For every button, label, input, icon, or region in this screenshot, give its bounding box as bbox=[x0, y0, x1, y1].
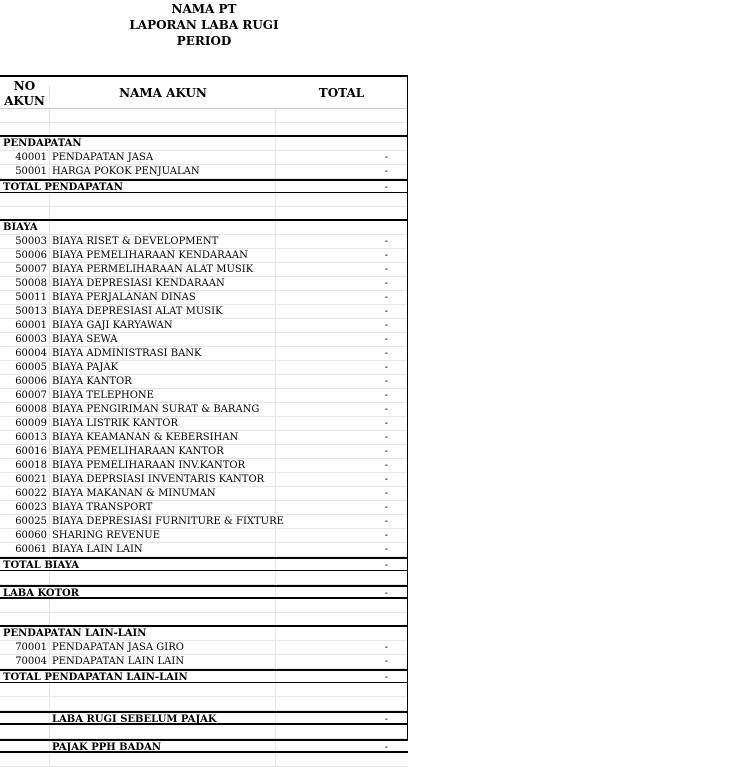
account-total: - bbox=[384, 404, 388, 415]
account-total: - bbox=[384, 306, 388, 317]
company-name: NAMA PT bbox=[171, 2, 237, 16]
statement-body bbox=[0, 109, 408, 767]
blank-row bbox=[0, 613, 408, 627]
account-row bbox=[0, 403, 408, 417]
account-row bbox=[0, 431, 408, 445]
account-total: - bbox=[384, 362, 388, 373]
account-code: 60016 bbox=[15, 446, 47, 457]
account-name: BIAYA TELEPHONE bbox=[52, 390, 154, 401]
blank-row bbox=[0, 123, 408, 137]
account-row bbox=[0, 333, 408, 347]
account-name: BIAYA PEMELIHARAAN KANTOR bbox=[52, 446, 224, 457]
account-row bbox=[0, 515, 408, 529]
account-name: PENDAPATAN LAIN LAIN bbox=[52, 656, 185, 667]
account-code: 60009 bbox=[15, 418, 47, 429]
account-row bbox=[0, 473, 408, 487]
account-row bbox=[0, 487, 408, 501]
account-code: 60004 bbox=[15, 348, 47, 359]
account-name: SHARING REVENUE bbox=[52, 530, 161, 541]
blank-row bbox=[0, 683, 408, 697]
account-row bbox=[0, 641, 408, 655]
account-total: - bbox=[384, 152, 388, 163]
account-row bbox=[0, 375, 408, 389]
no-akun-header bbox=[0, 79, 49, 109]
laba-kotor-row bbox=[0, 585, 408, 599]
account-name: BIAYA DEPRESIASI ALAT MUSIK bbox=[52, 306, 223, 317]
section-total bbox=[0, 557, 408, 571]
account-total: - bbox=[384, 166, 388, 177]
section-total-label: TOTAL BIAYA bbox=[3, 560, 79, 571]
account-row bbox=[0, 529, 408, 543]
account-row bbox=[0, 655, 408, 669]
account-code: 60003 bbox=[15, 334, 47, 345]
laba-sebelum-pajak-value: - bbox=[384, 714, 388, 725]
account-code: 60018 bbox=[15, 460, 47, 471]
section-total bbox=[0, 669, 408, 683]
account-name: BIAYA KANTOR bbox=[52, 376, 132, 387]
section-title bbox=[0, 627, 408, 641]
account-code: 60061 bbox=[15, 544, 47, 555]
account-code: 60023 bbox=[15, 502, 47, 513]
section-total-value: - bbox=[384, 560, 388, 571]
account-code: 60021 bbox=[15, 474, 47, 485]
blank-row bbox=[0, 571, 408, 585]
account-total: - bbox=[384, 460, 388, 471]
account-row bbox=[0, 361, 408, 375]
account-name: BIAYA DEPRESIASI KENDARAAN bbox=[52, 278, 225, 289]
section-total-value: - bbox=[384, 672, 388, 683]
account-code: 60006 bbox=[15, 376, 47, 387]
account-total: - bbox=[384, 348, 388, 359]
section-title-text: PENDAPATAN LAIN-LAIN bbox=[3, 628, 147, 639]
account-row bbox=[0, 291, 408, 305]
account-name: PENDAPATAN JASA bbox=[52, 152, 154, 163]
account-total: - bbox=[384, 488, 388, 499]
account-name: BIAYA PERMELIHARAAN ALAT MUSIK bbox=[52, 264, 254, 275]
account-total: - bbox=[384, 278, 388, 289]
account-code: 50013 bbox=[15, 306, 47, 317]
account-name: BIAYA DEPRSIASI INVENTARIS KANTOR bbox=[52, 474, 265, 485]
account-total: - bbox=[384, 334, 388, 345]
blank-row bbox=[0, 207, 408, 221]
laba-kotor-value: - bbox=[384, 588, 388, 599]
account-row bbox=[0, 389, 408, 403]
account-row bbox=[0, 277, 408, 291]
account-total: - bbox=[384, 502, 388, 513]
account-code: 70004 bbox=[15, 656, 47, 667]
account-name: BIAYA RISET & DEVELOPMENT bbox=[52, 236, 219, 247]
report-title: LAPORAN LABA RUGI bbox=[129, 18, 279, 32]
account-name: BIAYA ADMINISTRASI BANK bbox=[52, 348, 202, 359]
account-total: - bbox=[384, 432, 388, 443]
account-name: BIAYA GAJI KARYAWAN bbox=[52, 320, 173, 331]
account-total: - bbox=[384, 446, 388, 457]
account-row bbox=[0, 459, 408, 473]
no-akun-header-line1: NO bbox=[13, 79, 36, 93]
account-total: - bbox=[384, 516, 388, 527]
pajak-row bbox=[0, 739, 408, 753]
nama-akun-header: NAMA AKUN bbox=[49, 86, 276, 100]
account-name: BIAYA PEMELIHARAAN KENDARAAN bbox=[52, 250, 248, 261]
account-code: 60005 bbox=[15, 362, 47, 373]
account-code: 50003 bbox=[15, 236, 47, 247]
account-code: 60001 bbox=[15, 320, 47, 331]
account-name: PENDAPATAN JASA GIRO bbox=[52, 642, 184, 653]
account-total: - bbox=[384, 390, 388, 401]
account-name: HARGA POKOK PENJUALAN bbox=[52, 166, 200, 177]
account-total: - bbox=[384, 250, 388, 261]
no-akun-header-line2: AKUN bbox=[4, 94, 45, 108]
account-row bbox=[0, 165, 408, 179]
account-row bbox=[0, 417, 408, 431]
account-name: BIAYA PEMELIHARAAN INV.KANTOR bbox=[52, 460, 246, 471]
blank-row bbox=[0, 193, 408, 207]
account-code: 60013 bbox=[15, 432, 47, 443]
account-code: 70001 bbox=[15, 642, 47, 653]
account-code: 50001 bbox=[15, 166, 47, 177]
account-code: 40001 bbox=[15, 152, 47, 163]
account-row bbox=[0, 319, 408, 333]
account-name: BIAYA TRANSPORT bbox=[52, 502, 153, 513]
section-title-text: BIAYA bbox=[3, 222, 38, 233]
section-total-label: TOTAL PENDAPATAN LAIN-LAIN bbox=[3, 672, 188, 683]
account-name: BIAYA PENGIRIMAN SURAT & BARANG bbox=[52, 404, 260, 415]
account-total: - bbox=[384, 544, 388, 555]
account-total: - bbox=[384, 474, 388, 485]
account-code: 50006 bbox=[15, 250, 47, 261]
account-row bbox=[0, 263, 408, 277]
account-total: - bbox=[384, 656, 388, 667]
account-total: - bbox=[384, 320, 388, 331]
account-name: BIAYA PAJAK bbox=[52, 362, 119, 373]
account-code: 60008 bbox=[15, 404, 47, 415]
section-total-label: TOTAL PENDAPATAN bbox=[3, 182, 123, 193]
account-total: - bbox=[384, 530, 388, 541]
account-code: 50011 bbox=[15, 292, 47, 303]
blank-row bbox=[0, 599, 408, 613]
blank-row bbox=[0, 753, 408, 767]
account-code: 60022 bbox=[15, 488, 47, 499]
column-header bbox=[0, 75, 408, 109]
laba-kotor-label: LABA KOTOR bbox=[3, 588, 80, 599]
account-row bbox=[0, 235, 408, 249]
account-total: - bbox=[384, 642, 388, 653]
account-name: BIAYA PERJALANAN DINAS bbox=[52, 292, 196, 303]
account-code: 60025 bbox=[15, 516, 47, 527]
account-total: - bbox=[384, 292, 388, 303]
account-name: BIAYA SEWA bbox=[52, 334, 118, 345]
total-header: TOTAL bbox=[318, 86, 365, 100]
blank-row bbox=[0, 697, 408, 711]
blank-row bbox=[0, 725, 408, 739]
account-name: BIAYA KEAMANAN & KEBERSIHAN bbox=[52, 432, 239, 443]
account-row bbox=[0, 543, 408, 557]
account-row bbox=[0, 445, 408, 459]
report-period: PERIOD bbox=[176, 34, 232, 48]
section-title-text: PENDAPATAN bbox=[3, 138, 82, 149]
account-total: - bbox=[384, 236, 388, 247]
blank-row bbox=[0, 109, 408, 123]
section-total bbox=[0, 179, 408, 193]
account-name: BIAYA MAKANAN & MINUMAN bbox=[52, 488, 216, 499]
account-row bbox=[0, 151, 408, 165]
account-row bbox=[0, 347, 408, 361]
account-row bbox=[0, 501, 408, 515]
account-code: 60060 bbox=[15, 530, 47, 541]
account-row bbox=[0, 249, 408, 263]
laba-sebelum-pajak-row bbox=[0, 711, 408, 725]
pajak-value: - bbox=[384, 742, 388, 753]
pajak-label: PAJAK PPH BADAN bbox=[52, 742, 161, 753]
account-total: - bbox=[384, 264, 388, 275]
account-code: 60007 bbox=[15, 390, 47, 401]
account-row bbox=[0, 305, 408, 319]
account-name: BIAYA LISTRIK KANTOR bbox=[52, 418, 179, 429]
account-total: - bbox=[384, 376, 388, 387]
account-total: - bbox=[384, 418, 388, 429]
account-code: 50007 bbox=[15, 264, 47, 275]
laba-sebelum-pajak-label: LABA RUGI SEBELUM PAJAK bbox=[52, 714, 217, 725]
section-total-value: - bbox=[384, 182, 388, 193]
section-title bbox=[0, 221, 408, 235]
account-name: BIAYA LAIN LAIN bbox=[52, 544, 143, 555]
section-title bbox=[0, 137, 408, 151]
account-code: 50008 bbox=[15, 278, 47, 289]
right-border bbox=[407, 75, 408, 739]
account-name: BIAYA DEPRESIASI FURNITURE & FIXTURE bbox=[52, 516, 284, 527]
